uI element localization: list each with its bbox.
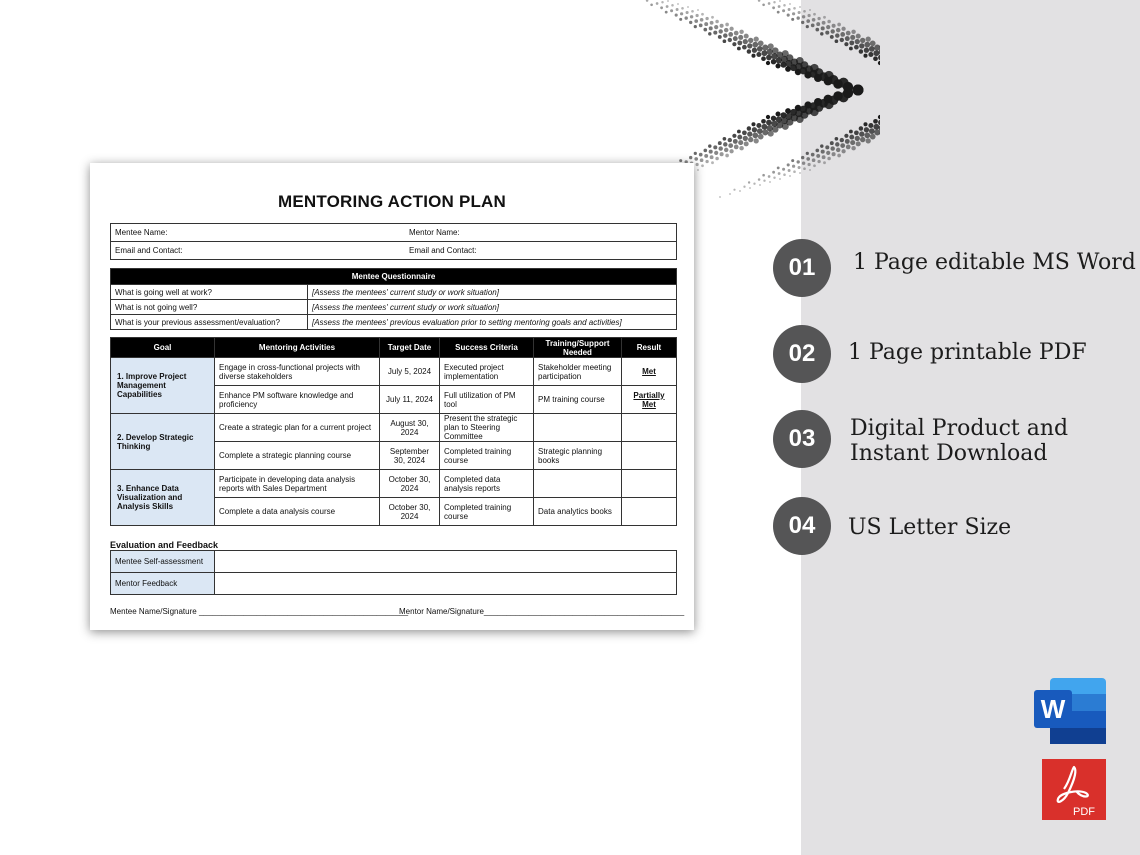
- goal-cell: 1. Improve Project Management Capabilities: [111, 358, 215, 414]
- result-cell: Partially Met: [622, 386, 677, 414]
- question: What is your previous assessment/evaluation?: [111, 315, 308, 330]
- col-header-criteria: Success Criteria: [440, 338, 534, 358]
- question: What is not going well?: [111, 300, 308, 315]
- criteria-cell: Present the strategic plan to Steering Committee: [440, 414, 534, 442]
- feature-label-line: 1 Page editable MS Word: [853, 250, 1136, 275]
- feature-label-line: US Letter Size: [848, 515, 1012, 540]
- activity-cell: Engage in cross-functional projects with diverse stakeholders: [215, 358, 380, 386]
- self-assessment-field: [215, 551, 677, 573]
- feature-number-badge: 01: [773, 239, 831, 297]
- criteria-cell: Completed data analysis reports: [440, 470, 534, 498]
- evaluation-heading: Evaluation and Feedback: [110, 540, 219, 550]
- date-cell: October 30, 2024: [380, 498, 440, 526]
- feature-number-badge: 03: [773, 410, 831, 468]
- training-cell: [534, 414, 622, 442]
- result-cell: [622, 498, 677, 526]
- feature-item: [773, 239, 1136, 299]
- training-cell: Data analytics books: [534, 498, 622, 526]
- result-cell: [622, 470, 677, 498]
- date-cell: July 11, 2024: [380, 386, 440, 414]
- signature-line: [110, 607, 685, 616]
- question: What is going well at work?: [111, 285, 308, 300]
- feature-label: [853, 250, 1136, 275]
- mentor-signature: Mentor Name/Signature_____________________________________________: [399, 607, 685, 616]
- feature-item: [773, 497, 1133, 557]
- table-row: [111, 414, 677, 442]
- activity-cell: Complete a data analysis course: [215, 498, 380, 526]
- feature-number-badge: 04: [773, 497, 831, 555]
- date-cell: August 30, 2024: [380, 414, 440, 442]
- questionnaire-header: Mentee Questionnaire: [111, 269, 677, 285]
- criteria-cell: Completed training course: [440, 498, 534, 526]
- mentor-feedback-label: Mentor Feedback: [111, 573, 215, 595]
- feature-item: [773, 325, 1133, 385]
- feature-label-line: Instant Download: [850, 441, 1048, 466]
- mentee-name-label: Mentee Name:: [111, 224, 406, 242]
- word-icon-letter: W: [1040, 694, 1066, 724]
- activity-cell: Complete a strategic planning course: [215, 442, 380, 470]
- self-assessment-label: Mentee Self-assessment: [111, 551, 215, 573]
- feature-label: [848, 340, 1087, 365]
- pdf-icon-label: PDF: [1073, 806, 1095, 818]
- info-table: [110, 223, 677, 260]
- feature-label-line: 1 Page printable PDF: [848, 340, 1087, 365]
- document-preview: [90, 163, 694, 630]
- feature-label: [850, 416, 1068, 466]
- mentor-feedback-field: [215, 573, 677, 595]
- answer: [Assess the mentees' current study or work situation]: [308, 300, 677, 315]
- mentor-email-label: Email and Contact:: [405, 242, 677, 260]
- answer: [Assess the mentees' previous evaluation prior to setting mentoring goals and activities]: [308, 315, 677, 330]
- questionnaire-table: [110, 268, 677, 330]
- goal-cell: 3. Enhance Data Visualization and Analysis Skills: [111, 470, 215, 526]
- feature-item: [773, 410, 1133, 470]
- feature-label: [848, 515, 1011, 540]
- col-header-activities: Mentoring Activities: [215, 338, 380, 358]
- feature-label-line: Digital Product and: [850, 416, 1069, 441]
- mentee-email-label: Email and Contact:: [111, 242, 406, 260]
- col-header-result: Result: [622, 338, 677, 358]
- date-cell: October 30, 2024: [380, 470, 440, 498]
- mentor-name-label: Mentor Name:: [405, 224, 677, 242]
- result-cell: [622, 414, 677, 442]
- evaluation-table: [110, 550, 677, 595]
- result-cell: Met: [622, 358, 677, 386]
- feature-number-badge: 02: [773, 325, 831, 383]
- action-plan-table: [110, 337, 677, 526]
- col-header-goal: Goal: [111, 338, 215, 358]
- criteria-cell: Executed project implementation: [440, 358, 534, 386]
- criteria-cell: Completed training course: [440, 442, 534, 470]
- date-cell: September 30, 2024: [380, 442, 440, 470]
- mentee-signature: Mentee Name/Signature _______________________________________________: [110, 607, 409, 616]
- col-header-training: Training/Support Needed: [534, 338, 622, 358]
- table-row: [111, 358, 677, 386]
- criteria-cell: Full utilization of PM tool: [440, 386, 534, 414]
- ms-word-icon: [1034, 678, 1106, 744]
- training-cell: Strategic planning books: [534, 442, 622, 470]
- activity-cell: Create a strategic plan for a current project: [215, 414, 380, 442]
- document-title: MENTORING ACTION PLAN: [277, 192, 507, 211]
- training-cell: Stakeholder meeting participation: [534, 358, 622, 386]
- activity-cell: Enhance PM software knowledge and proficiency: [215, 386, 380, 414]
- result-cell: [622, 442, 677, 470]
- pdf-icon: [1042, 759, 1106, 820]
- training-cell: PM training course: [534, 386, 622, 414]
- answer: [Assess the mentees' current study or work situation]: [308, 285, 677, 300]
- training-cell: [534, 470, 622, 498]
- goal-cell: 2. Develop Strategic Thinking: [111, 414, 215, 470]
- table-row: [111, 470, 677, 498]
- date-cell: July 5, 2024: [380, 358, 440, 386]
- activity-cell: Participate in developing data analysis reports with Sales Department: [215, 470, 380, 498]
- col-header-date: Target Date: [380, 338, 440, 358]
